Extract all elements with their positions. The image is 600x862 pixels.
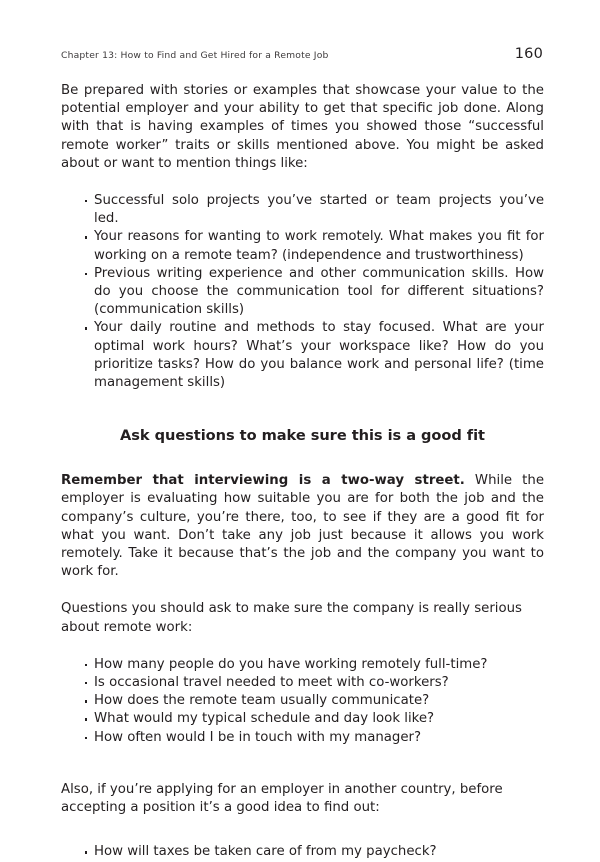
section-heading: Ask questions to make sure this is a good fit [120, 427, 485, 445]
spacer [61, 392, 544, 426]
list-item: Your reasons for wanting to work remotely. What makes you fit for working on a remote team? (independence and trustworthiness) [85, 228, 544, 264]
chapter-title: Chapter 13: How to Find and Get Hired for a Remote Job [61, 50, 329, 61]
list-item: How does the remote team usually communicate? [85, 692, 544, 710]
list-item: Is occasional travel needed to meet with co-workers? [85, 674, 544, 692]
page-content [61, 82, 544, 862]
spacer [61, 581, 544, 600]
spacer [61, 637, 544, 656]
two-way-street-lead: Remember that interviewing is a two-way street. [61, 473, 465, 489]
list-item: How will taxes be taken care of from my paycheck? [85, 843, 544, 861]
list-item: Previous writing experience and other communication skills. How do you choose the communication tool for different situations? (communication skills) [85, 265, 544, 320]
spacer [61, 817, 544, 843]
examples-list [61, 192, 544, 392]
list-item: Your daily routine and methods to stay focused. What are your optimal work hours? What’s your workspace like? How do you prioritize tasks? How do you balance work and personal life? (time management skills) [85, 319, 544, 392]
questions-intro-paragraph: Questions you should ask to make sure the company is really serious about remote work: [61, 601, 522, 635]
running-header [61, 46, 543, 62]
spacer [61, 446, 544, 472]
two-way-street-body: While the employer is evaluating how suitable you are for both the job and the company’s culture, you’re there, too, to see if they are a good fit for what you want. Don’t take any job just because it allows you work remotely. Take it because that’s the job and the company you want to work for. [61, 473, 545, 580]
intro-paragraph: Be prepared with stories or examples that showcase your value to the potential employer and your ability to get that specific job done. Along with that is having examples of times you showed those “successful remote worker” traits or skills mentioned above. You might be asked about or want to mention things like: [61, 83, 544, 171]
page-number: 160 [514, 46, 543, 62]
questions-list [61, 656, 544, 747]
spacer [61, 747, 544, 781]
list-item: Successful solo projects you’ve started or team projects you’ve led. [85, 192, 544, 228]
list-item: How often would I be in touch with my manager? [85, 729, 544, 747]
another-country-list [61, 843, 544, 861]
spacer [61, 173, 544, 192]
list-item: What would my typical schedule and day look like? [85, 710, 544, 728]
list-item: How many people do you have working remotely full-time? [85, 656, 544, 674]
another-country-paragraph: Also, if you’re applying for an employer in another country, before accepting a position it’s a good idea to find out: [61, 781, 503, 816]
two-way-street-paragraph [61, 472, 544, 581]
